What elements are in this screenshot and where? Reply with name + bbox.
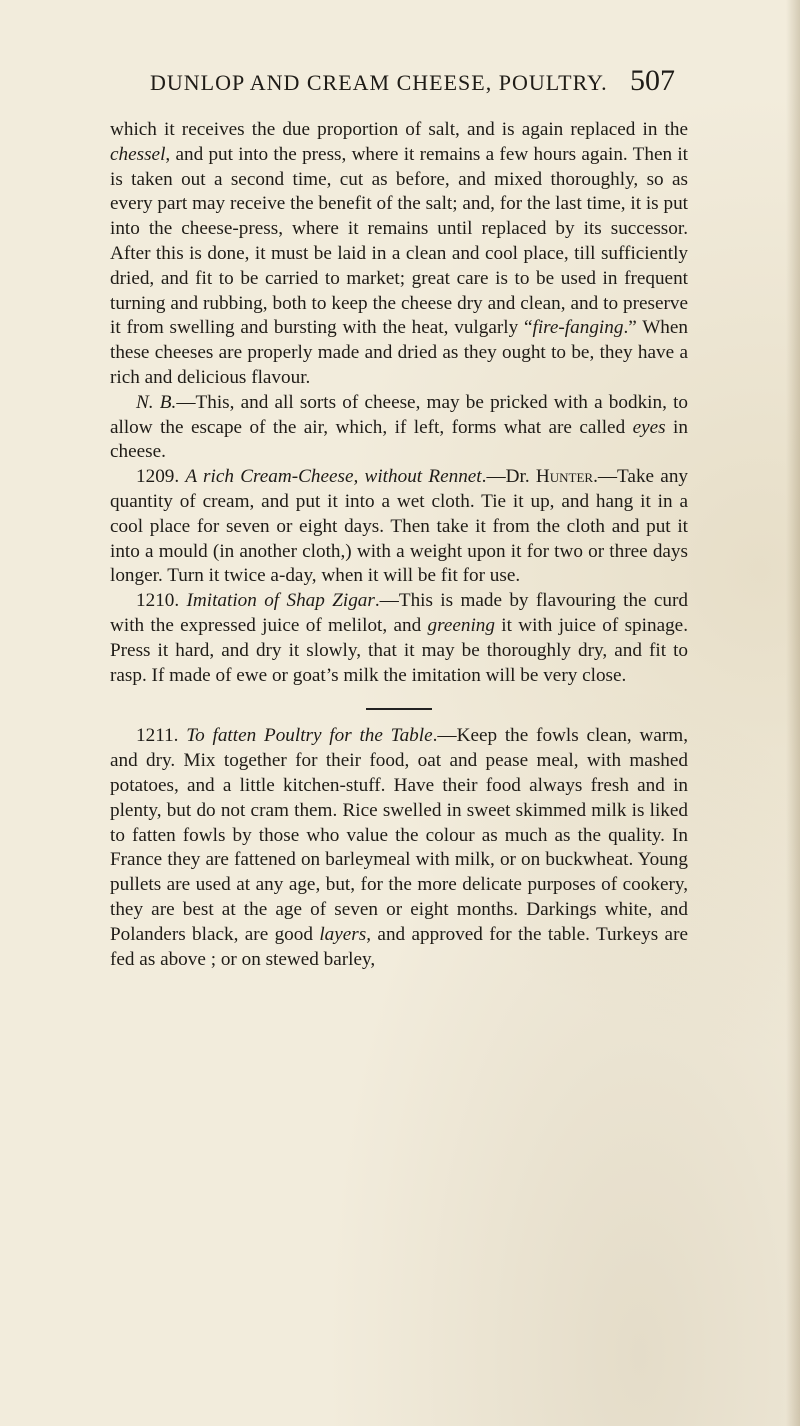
term-layers: layers [319,923,367,945]
recipe-number: 1210. [136,590,187,612]
recipe-1210: 1210. Imitation of Shap Zigar.—This is made by flavouring the curd with the expressed juice of melilot, and greening it with juice of spinage. Press it hard, and dry it slowly, that it may be thoroughly dry, and fit to rasp. If made of ewe or goat’s milk the imitation will be very close. [110,590,689,686]
running-head: DUNLOP AND CREAM CHEESE, POULTRY. [150,70,608,95]
term-chessel: chessel [110,143,166,165]
page-edge-shadow [786,0,800,1426]
recipe-number: 1209. [136,466,186,488]
recipe-1209: 1209. A rich Cream-Cheese, without Rennet.—Dr. Hunter.—Take any quantity of cream, and put it into a wet cloth. Tie it up, and hang it in a cool place for seven or eight days. Then take it from the cloth and put it into a mould (in another cloth,) with a weight upon it for two or three days longer. Turn it twice a-day, when it will be fit for use. [110,466,689,587]
page-body [110,118,688,972]
page-number: 507 [630,64,675,97]
nota-bene-label: N. B. [136,391,177,413]
term-fire-fanging: fire-fanging [532,317,624,339]
recipe-title: A rich Cream-Cheese, without Rennet [185,466,482,488]
recipe-number: 1211. [136,725,187,747]
paragraph-continuation: which it receives the due proportion of salt, and is again replaced in the chessel, and put into the press, where it remains a few hours again. Then it is taken out a second time, cut as before, and mixed thoroughly, so as every part may receive the benefit of the salt; and, for the last time, it is put into the cheese-press, where it remains until replaced by its successor. After this is done, it must be laid in a clean and cool place, till sufficiently dried, and fit to be carried to market; great care is to be used in frequent turning and rubbing, both to keep the cheese dry and clean, and to preserve it from swelling and bursting with the heat, vulgarly “fire-fanging.” When these cheeses are properly made and dried as they ought to be, they have a rich and delicious flavour. [110,119,689,388]
recipe-author: Hunter [535,466,594,488]
term-greening: greening [427,614,495,636]
paragraph-nota-bene: N. B.—This, and all sorts of cheese, may be pricked with a bodkin, to allow the escape of the air, which, if left, forms what are called eyes in cheese. [110,391,688,463]
section-divider [366,708,432,710]
recipe-title: To fatten Poultry for the Table [186,725,433,747]
term-eyes: eyes [632,416,666,438]
recipe-1211: 1211. To fatten Poultry for the Table.—Keep the fowls clean, warm, and dry. Mix together for their food, oat and pease meal, with mashed potatoes, and a little kitchen-stuff. Have their food always fresh and in plenty, but do not cram them. Rice swelled in sweet skimmed milk is liked to fatten fowls by those who value the colour as much as the quality. In France they are fattened on barleymeal with milk, or on buckwheat. Young pullets are used at any age, but, for the more delicate purposes of cookery, they are best at the age of seven or eight months. Darkings white, and Polanders black, are good layers, and approved for the table. Turkeys are fed as above ; or on stewed barley, [110,725,688,970]
recipe-title: Imitation of Shap Zigar [186,590,375,612]
